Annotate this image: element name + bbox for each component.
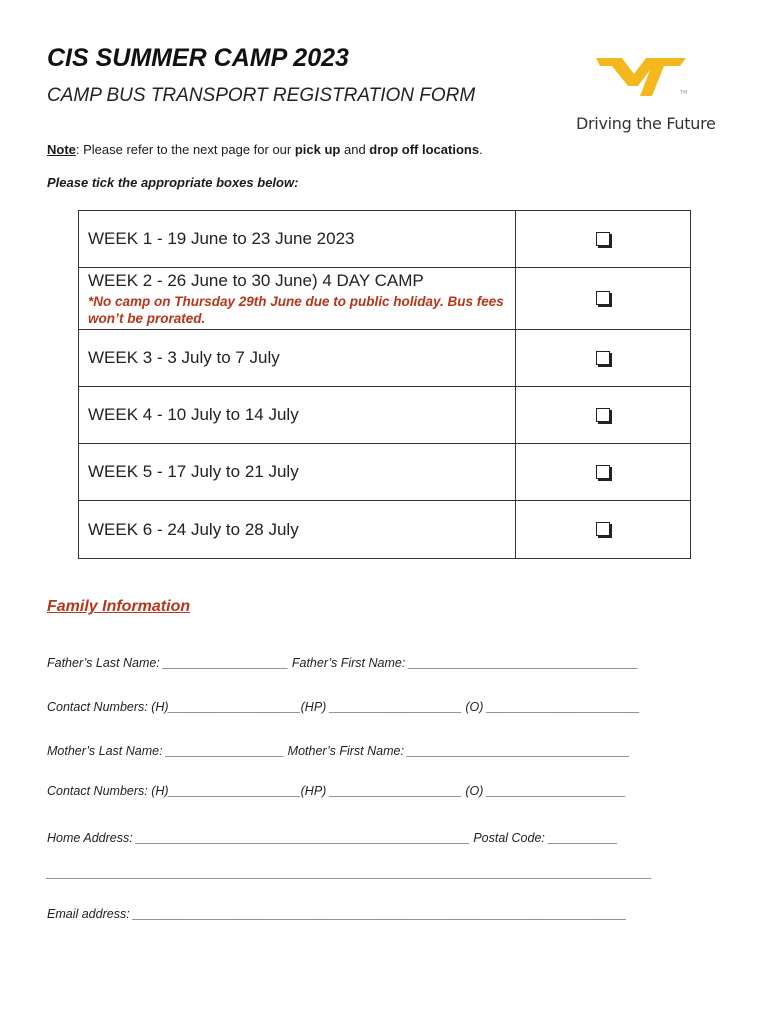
father-contact-field[interactable]: Contact Numbers: (H)___________________(HP) ___________________ (O) ______________________: [47, 700, 640, 714]
week-label: WEEK 3 - 3 July to 7 July: [79, 330, 516, 387]
note-bold-pickup: pick up: [294, 142, 341, 157]
note-bold-dropoff: drop off locations: [369, 142, 480, 157]
form-subtitle: CAMP BUS TRANSPORT REGISTRATION FORM: [47, 85, 476, 106]
address-line-2-field[interactable]: _______________________________________________________________________________________: [47, 866, 652, 880]
checkbox-cell: [516, 330, 691, 387]
note-label: Note: [47, 142, 76, 157]
mother-name-field[interactable]: Mother’s Last Name: _________________ Mother’s First Name: ________________________________: [47, 744, 630, 758]
home-address-field[interactable]: Home Address: ________________________________________________ Postal Code: __________: [47, 831, 618, 845]
table-row: [79, 268, 691, 330]
week-cell: [79, 268, 516, 330]
logo-tagline: Driving the Future: [576, 114, 716, 133]
week-3-checkbox[interactable]: [596, 351, 610, 365]
mother-contact-field[interactable]: Contact Numbers: (H)___________________(HP) ___________________ (O) ____________________: [47, 784, 626, 798]
checkbox-cell: [516, 387, 691, 444]
table-row: [79, 501, 691, 559]
company-logo: [570, 52, 720, 137]
note-text-part: and: [340, 142, 370, 157]
family-info-heading: Family Information: [47, 598, 191, 615]
week-4-checkbox[interactable]: [596, 408, 610, 422]
week-label: WEEK 5 - 17 July to 21 July: [79, 444, 516, 501]
table-row: [79, 211, 691, 268]
week-label: WEEK 2 - 26 June to 30 June) 4 DAY CAMP: [88, 270, 424, 290]
father-name-field[interactable]: Father’s Last Name: __________________ Father’s First Name: _________________________________: [47, 656, 639, 670]
week-label: WEEK 6 - 24 July to 28 July: [79, 501, 516, 559]
note-text-part: .: [479, 142, 483, 157]
table-row: [79, 444, 691, 501]
week-label: WEEK 4 - 10 July to 14 July: [79, 387, 516, 444]
checkbox-cell: [516, 268, 691, 330]
week-1-checkbox[interactable]: [596, 232, 610, 246]
week-6-checkbox[interactable]: [596, 522, 610, 536]
note-text: [47, 142, 483, 157]
yt-logo-icon: [594, 52, 690, 102]
svg-text:TM: TM: [680, 90, 688, 96]
table-row: [79, 387, 691, 444]
checkbox-cell: [516, 444, 691, 501]
instruction-text: Please tick the appropriate boxes below:: [47, 175, 299, 190]
email-address-field[interactable]: Email address: _______________________________________________________________________: [47, 907, 627, 921]
checkbox-cell: [516, 501, 691, 559]
week-label: WEEK 1 - 19 June to 23 June 2023: [79, 211, 516, 268]
week-selection-table: [78, 210, 691, 559]
week-note: *No camp on Thursday 29th June due to public holiday. Bus fees won’t be prorated.: [88, 293, 504, 326]
note-text-part: : Please refer to the next page for our: [75, 142, 295, 157]
checkbox-cell: [516, 211, 691, 268]
table-row: [79, 330, 691, 387]
week-2-checkbox[interactable]: [596, 291, 610, 305]
week-5-checkbox[interactable]: [596, 465, 610, 479]
page-title: CIS SUMMER CAMP 2023: [47, 44, 349, 72]
